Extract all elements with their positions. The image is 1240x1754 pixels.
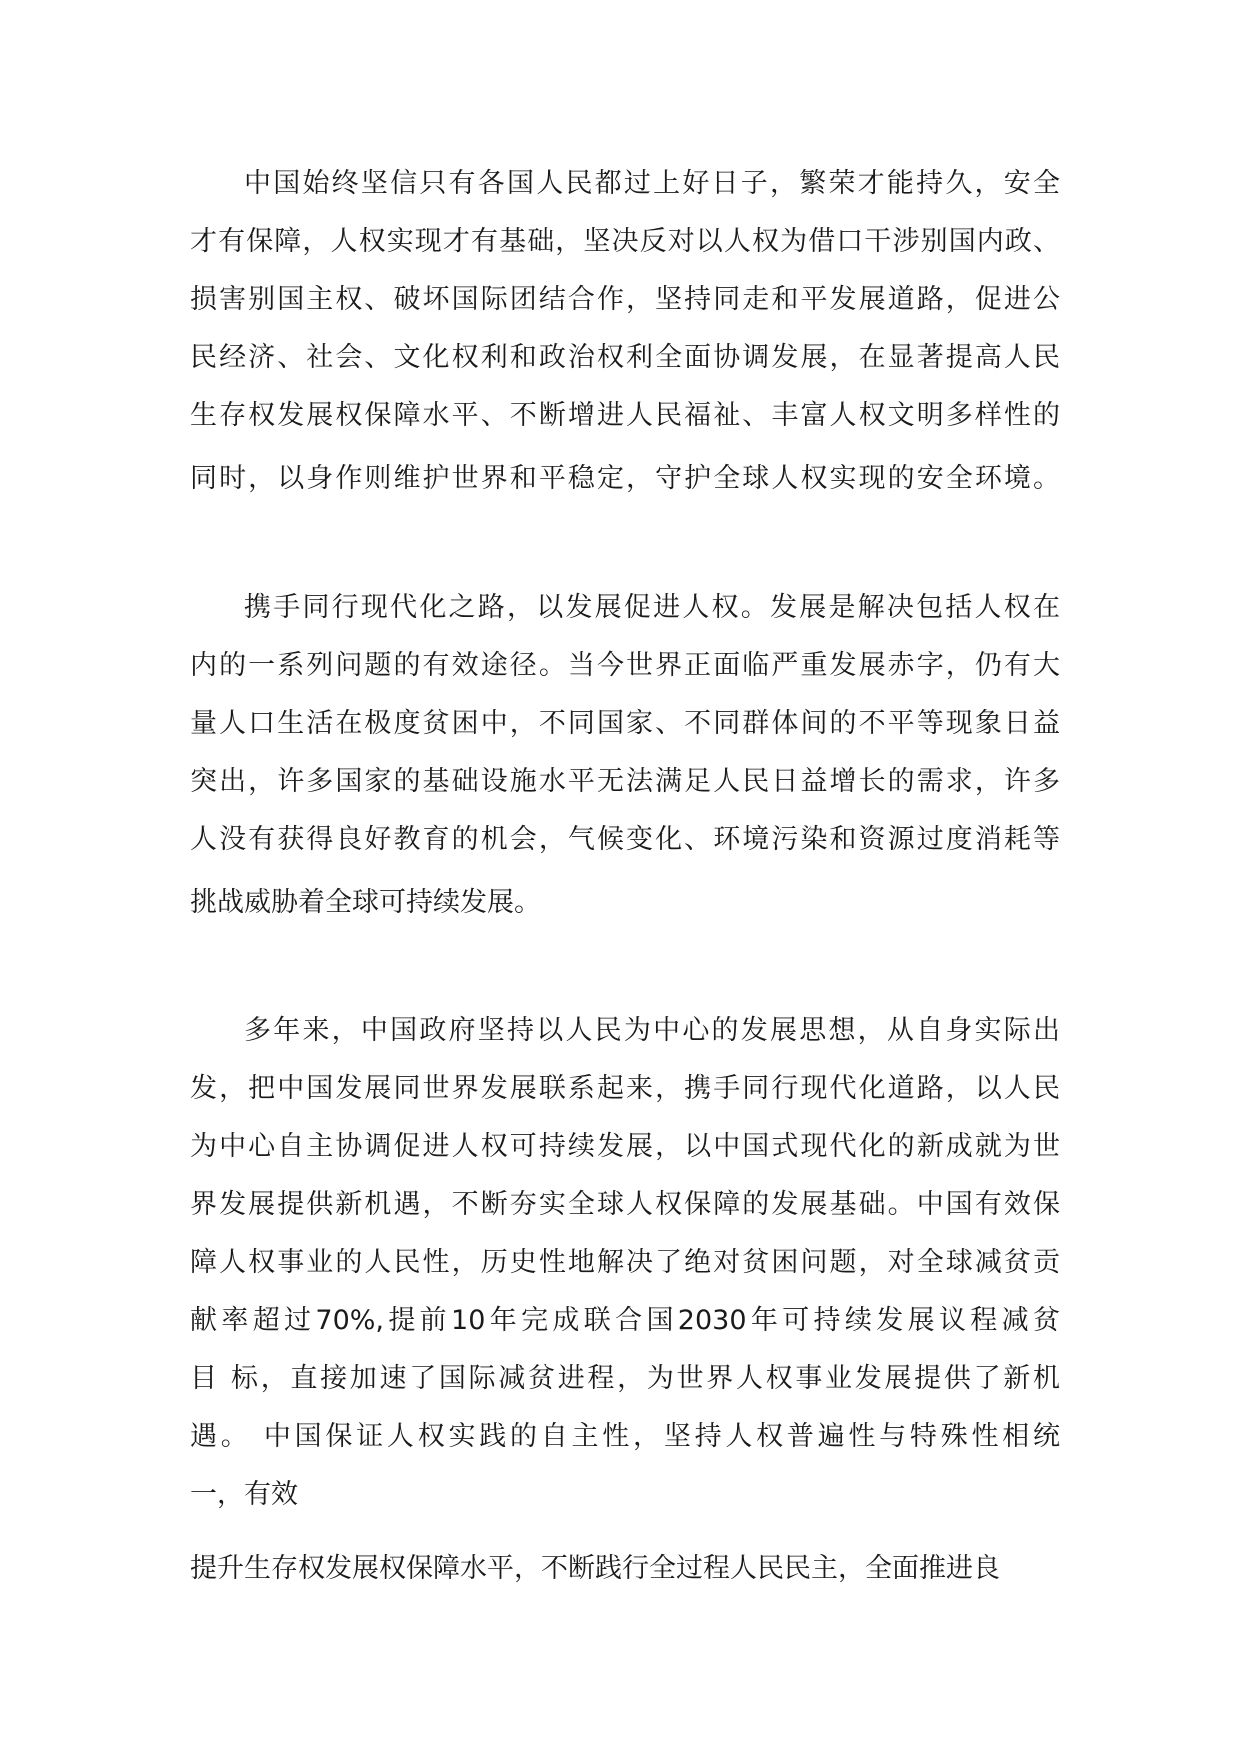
paragraph-3-line-1: 多年来，中国政府坚持以人民为中心的发展思想，从自身实际出: [244, 1015, 1060, 1046]
paragraph-2-line-5: 人没有获得良好教育的机会，气候变化、环境污染和资源过度消耗等: [190, 824, 1060, 855]
paragraph-2-line-4: 突出，许多国家的基础设施水平无法满足人民日益增长的需求，许多: [190, 766, 1060, 797]
paragraph-3-line-2: 发，把中国发展同世界发展联系起来，携手同行现代化道路，以人民: [190, 1073, 1060, 1104]
paragraph-2-line-6: 挑战威胁着全球可持续发展。: [190, 887, 541, 918]
paragraph-2-line-2: 内的一系列问题的有效途径。当今世界正面临严重发展赤字，仍有大: [190, 650, 1060, 681]
paragraph-1-line-2: 才有保障，人权实现才有基础，坚决反对以人权为借口干涉别国内政、: [190, 226, 1060, 257]
paragraph-3-line-5: 障人权事业的人民性，历史性地解决了绝对贫困问题，对全球减贫贡: [190, 1247, 1060, 1278]
paragraph-3-line-8: 遇。 中国保证人权实践的自主性，坚持人权普遍性与特殊性相统: [190, 1421, 1060, 1452]
paragraph-4-line-1: 提升生存权发展权保障水平，不断践行全过程人民民主，全面推进良: [190, 1553, 1000, 1584]
paragraph-2-line-3: 量人口生活在极度贫困中，不同国家、不同群体间的不平等现象日益: [190, 708, 1060, 739]
paragraph-1-line-1: 中国始终坚信只有各国人民都过上好日子，繁荣才能持久，安全: [244, 168, 1060, 199]
paragraph-1-line-5: 生存权发展权保障水平、不断增进人民福祉、丰富人权文明多样性的: [190, 400, 1060, 431]
paragraph-3-line-7: 目 标，直接加速了国际减贫进程，为世界人权事业发展提供了新机: [190, 1363, 1060, 1394]
paragraph-3-line-9: 一，有效: [190, 1479, 298, 1510]
paragraph-3-line-6: 献率超过70%,提前10年完成联合国2030年可持续发展议程减贫: [190, 1305, 1060, 1336]
paragraph-1-line-4: 民经济、社会、文化权利和政治权利全面协调发展，在显著提高人民: [190, 342, 1060, 373]
paragraph-3-line-3: 为中心自主协调促进人权可持续发展，以中国式现代化的新成就为世: [190, 1131, 1060, 1162]
paragraph-1-line-3: 损害别国主权、破坏国际团结合作，坚持同走和平发展道路，促进公: [190, 284, 1060, 315]
paragraph-2-line-1: 携手同行现代化之路，以发展促进人权。发展是解决包括人权在: [244, 592, 1060, 623]
paragraph-3-line-4: 界发展提供新机遇，不断夯实全球人权保障的发展基础。中国有效保: [190, 1189, 1060, 1220]
paragraph-1-line-6: 同时，以身作则维护世界和平稳定，守护全球人权实现的安全环境。: [190, 463, 1060, 494]
